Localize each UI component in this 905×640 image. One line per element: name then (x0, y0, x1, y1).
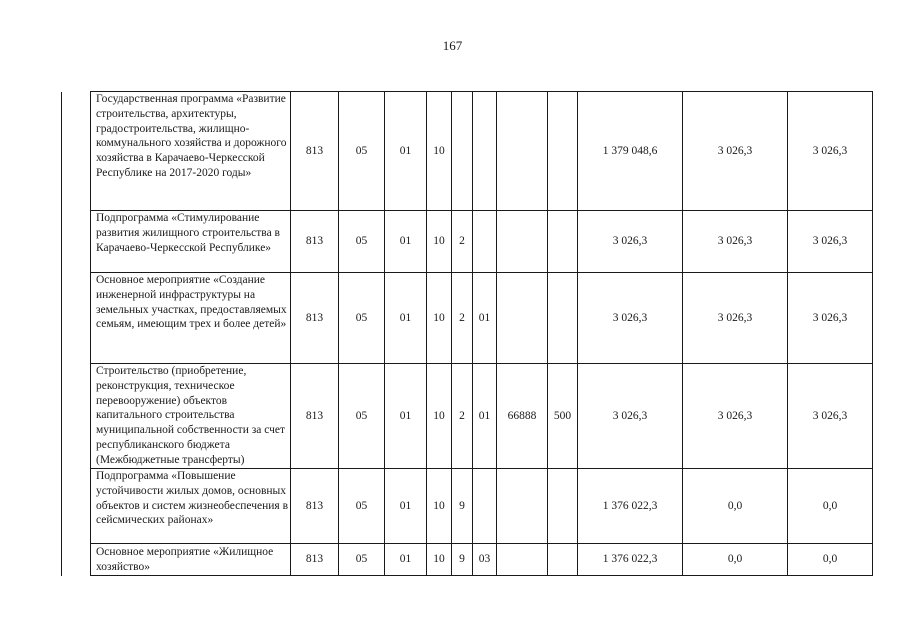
row-number-cell (62, 364, 91, 469)
table-row (62, 92, 873, 211)
event-cell (473, 92, 497, 211)
name-cell: Подпрограмма «Повышение устойчивости жилых домов, основных объектов и систем жизнеобеспечения в сейсмических районах» (91, 469, 291, 544)
section-cell: 05 (339, 544, 385, 576)
ministry-cell: 813 (291, 92, 339, 211)
ministry-cell: 813 (291, 273, 339, 364)
table-row (62, 211, 873, 273)
sum-1-cell: 1 376 022,3 (578, 469, 683, 544)
subprogram-cell: 9 (452, 469, 473, 544)
subsection-cell: 01 (385, 544, 427, 576)
event-cell: 03 (473, 544, 497, 576)
event-cell: 01 (473, 273, 497, 364)
subprogram-cell: 9 (452, 544, 473, 576)
name-cell: Основное мероприятие «Жилищное хозяйство» (91, 544, 291, 576)
row-number-cell (62, 211, 91, 273)
direction-cell (497, 92, 548, 211)
subsection-cell: 01 (385, 92, 427, 211)
table-row (62, 364, 873, 469)
expense-type-cell (548, 92, 578, 211)
name-cell: Государственная программа «Развитие строительства, архитектуры, градостроительства, жилищно-коммунального хозяйства и дорожного хозяйства в Карачаево-Черкесской Республике на 2017-2020 годы» (91, 92, 291, 211)
ministry-cell: 813 (291, 364, 339, 469)
event-cell (473, 211, 497, 273)
program-cell: 10 (427, 469, 452, 544)
program-cell: 10 (427, 211, 452, 273)
ministry-cell: 813 (291, 544, 339, 576)
sum-1-cell: 3 026,3 (578, 211, 683, 273)
sum-1-cell: 3 026,3 (578, 364, 683, 469)
subprogram-cell: 2 (452, 211, 473, 273)
sum-2-cell: 0,0 (683, 544, 788, 576)
budget-table (61, 91, 873, 576)
event-cell (473, 469, 497, 544)
name-cell: Подпрограмма «Стимулирование развития жилищного строительства в Карачаево-Черкесской Республике» (91, 211, 291, 273)
expense-type-cell (548, 273, 578, 364)
sum-1-cell: 1 376 022,3 (578, 544, 683, 576)
subsection-cell: 01 (385, 469, 427, 544)
sum-2-cell: 3 026,3 (683, 92, 788, 211)
ministry-cell: 813 (291, 469, 339, 544)
sum-2-cell: 3 026,3 (683, 211, 788, 273)
name-cell: Основное мероприятие «Создание инженерной инфраструктуры на земельных участках, предоставляемых семьям, имеющим трех и более детей» (91, 273, 291, 364)
sum-2-cell: 3 026,3 (683, 273, 788, 364)
direction-cell (497, 544, 548, 576)
row-number-cell (62, 469, 91, 544)
subsection-cell: 01 (385, 273, 427, 364)
section-cell: 05 (339, 273, 385, 364)
direction-cell (497, 273, 548, 364)
sum-3-cell: 3 026,3 (788, 273, 873, 364)
subsection-cell: 01 (385, 364, 427, 469)
program-cell: 10 (427, 544, 452, 576)
expense-type-cell (548, 211, 578, 273)
table-row (62, 273, 873, 364)
row-number-cell (62, 92, 91, 211)
subprogram-cell: 2 (452, 273, 473, 364)
name-cell: Строительство (приобретение, реконструкция, техническое перевооружение) объектов капитального строительства муниципальной собственности за счет республиканского бюджета (Межбюджетные трансферты) (91, 364, 291, 469)
sum-2-cell: 3 026,3 (683, 364, 788, 469)
direction-cell: 66888 (497, 364, 548, 469)
section-cell: 05 (339, 364, 385, 469)
page-number: 167 (442, 38, 463, 53)
sum-1-cell: 1 379 048,6 (578, 92, 683, 211)
expense-type-cell (548, 544, 578, 576)
program-cell: 10 (427, 92, 452, 211)
table-row (62, 544, 873, 576)
section-cell: 05 (339, 469, 385, 544)
sum-3-cell: 0,0 (788, 469, 873, 544)
subsection-cell: 01 (385, 211, 427, 273)
direction-cell (497, 469, 548, 544)
section-cell: 05 (339, 92, 385, 211)
sum-3-cell: 0,0 (788, 544, 873, 576)
row-number-cell (62, 273, 91, 364)
expense-type-cell: 500 (548, 364, 578, 469)
program-cell: 10 (427, 364, 452, 469)
sum-3-cell: 3 026,3 (788, 211, 873, 273)
ministry-cell: 813 (291, 211, 339, 273)
sum-1-cell: 3 026,3 (578, 273, 683, 364)
expense-type-cell (548, 469, 578, 544)
table-row (62, 469, 873, 544)
event-cell: 01 (473, 364, 497, 469)
section-cell: 05 (339, 211, 385, 273)
subprogram-cell: 2 (452, 364, 473, 469)
sum-2-cell: 0,0 (683, 469, 788, 544)
program-cell: 10 (427, 273, 452, 364)
subprogram-cell (452, 92, 473, 211)
row-number-cell (62, 544, 91, 576)
sum-3-cell: 3 026,3 (788, 364, 873, 469)
direction-cell (497, 211, 548, 273)
sum-3-cell: 3 026,3 (788, 92, 873, 211)
